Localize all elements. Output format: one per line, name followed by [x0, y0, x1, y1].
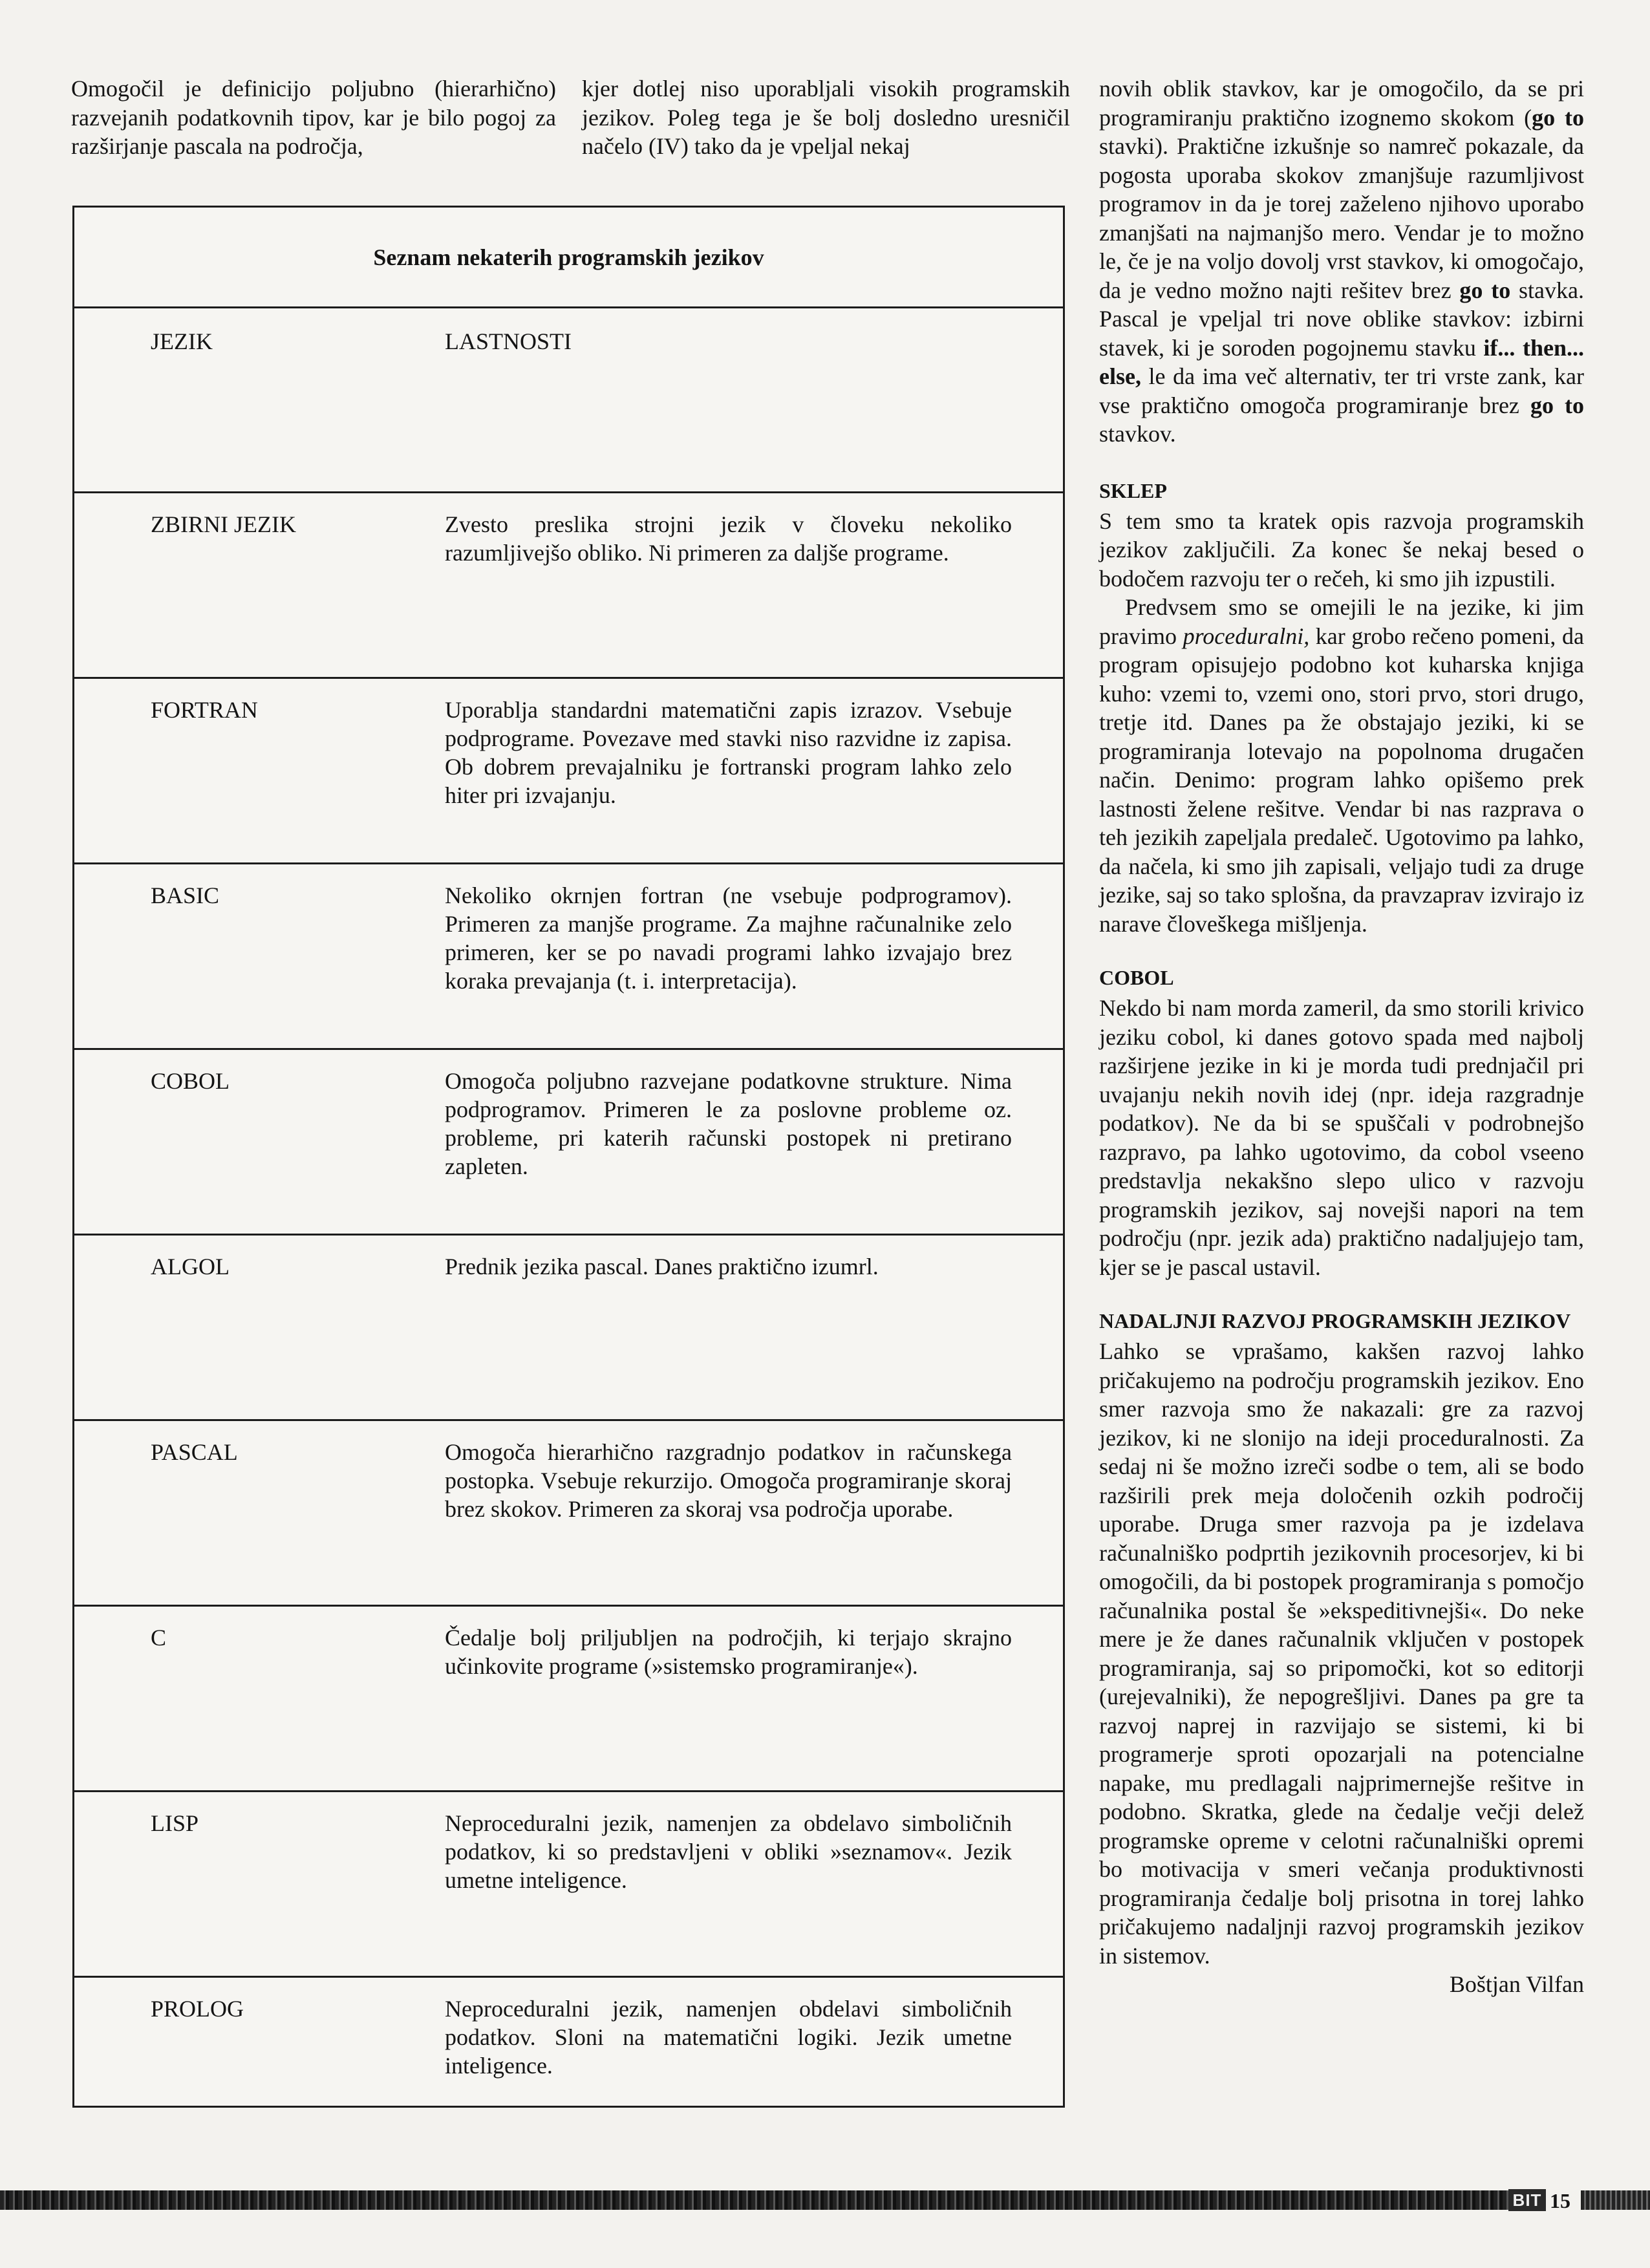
row-description: Zvesto preslika strojni jezik v človeku nekoliko razumljivejšo obliko. Ni primeren za daljše programe.	[445, 511, 1012, 566]
table-row	[74, 1978, 1063, 2108]
bit-logo: BIT	[1508, 2189, 1546, 2211]
row-language: BASIC	[151, 883, 220, 908]
paragraph-cobol: Nekdo bi nam morda zameril, da smo storili krivico jeziku cobol, ki danes gotovo spada med najbolj razširjene jezike in ki je morda tudi prednjačil pri uvajanju nekih novih idej (npr. ideja razgradnje podatkov). Ne da bi se spuščali v podrobnejšo razpravo, pa lahko ugotovimo, da cobol vseeno predstavlja nekakšno slepo ulico v razvoju programskih jezikov, saj novejši napori na tem področju (npr. jezik ada) praktično nadaljujejo tam, kjer se je pascal ustavil.	[1099, 995, 1584, 1280]
table-row	[74, 1792, 1063, 1978]
row-description: Neproceduralni jezik, namenjen obdelavi simboličnih podatkov. Sloni na matematični logiki. Jezik umetne inteligence.	[445, 1996, 1012, 2079]
row-description: Nekoliko okrnjen fortran (ne vsebuje podprogramov). Primeren za manjše programe. Za majhne računalnike zelo primeren, ker se po navadi programi lahko izvajajo brez koraka prevajanja (t. i. interpretacija).	[445, 883, 1012, 994]
author-signature: Boštjan Vilfan	[1449, 1971, 1584, 1997]
table-title: Seznam nekaterih programskih jezikov	[74, 208, 1063, 308]
page-number: 15	[1550, 2189, 1570, 2212]
paragraph-sklep-2: Predvsem smo se omejili le na jezike, ki jim pravimo proceduralni, kar grobo rečeno pomeni, da program opisujejo podobno kot kuharska knjiga kuho: vzemi to, vzemi ono, stori prvo, stori drugo, tretje itd. Danes pa že obstajajo jeziki, ki se programiranja lotevajo na popolnoma drugačen način. Denimo: program lahko opišemo prek lastnosti želene rešitve. Vendar bi nas razprava o teh jezikih zapeljala predaleč. Ugotovimo pa lahko, da načela, ki smo jih zapisali, veljajo tudi za druge jezike, saj so tako splošna, da pravzaprav izvirajo iz narave človeškega mišljenja.	[1099, 594, 1584, 937]
languages-table	[72, 206, 1065, 2108]
row-language: COBOL	[151, 1068, 230, 1094]
row-description: Čedalje bolj priljubljen na področjih, ki terjajo skrajno učinkovite programe (»sistemsko programiranje«).	[445, 1625, 1012, 1679]
row-language: PASCAL	[151, 1439, 238, 1465]
paragraph-sklep-1: S tem smo ta kratek opis razvoja programskih jezikov zaključili. Za konec še nekaj besed o bodočem razvoju ter o rečeh, ki smo jih izpustili.	[1099, 508, 1584, 592]
right-column	[1099, 74, 1584, 1999]
heading-sklep: SKLEP	[1099, 478, 1167, 502]
header-language: JEZIK	[151, 328, 213, 354]
row-language: ZBIRNI JEZIK	[151, 511, 296, 537]
heading-nadaljnji-razvoj: NADALJNJI RAZVOJ PROGRAMSKIH JEZIKOV	[1099, 1309, 1571, 1332]
row-description: Neproceduralni jezik, namenjen za obdelavo simboličnih podatkov, ki so predstavljeni v obliki »seznamov«. Jezik umetne inteligence.	[445, 1810, 1012, 1893]
row-language: LISP	[151, 1810, 199, 1836]
heading-cobol: COBOL	[1099, 966, 1174, 989]
row-description: Prednik jezika pascal. Danes praktično izumrl.	[445, 1254, 879, 1279]
intro-paragraph-2: kjer dotlej niso uporabljali visokih programskih jezikov. Poleg tega je še bolj dosledno uresničil načelo (IV) tako da je vpeljal nekaj	[582, 76, 1070, 159]
table-row	[74, 679, 1063, 864]
table-row	[74, 864, 1063, 1050]
table-header	[74, 308, 1063, 493]
row-language: FORTRAN	[151, 697, 258, 723]
table-row	[74, 1050, 1063, 1236]
row-description: Omogoča hierarhično razgradnjo podatkov in računskega postopka. Vsebuje rekurzijo. Omogoča programiranje skoraj brez skokov. Primeren za skoraj vsa področja uporabe.	[445, 1439, 1012, 1522]
paragraph-goto: novih oblik stavkov, kar je omogočilo, da se pri programiranju praktično izognemo skokom (go to stavki). Praktične izkušnje so namreč pokazale, da pogosta uporaba skokov zmanjšuje razumljivost programov in da je torej zaželeno njihovo uporabo zmanjšati na najmanjšo mero. Vendar je to možno le, če je na voljo dovolj vrst stavkov, ki omogočajo, da je vedno možno najti rešitev brez go to stavka. Pascal je vpeljal tri nove oblike stavkov: izbirni stavek, ki je soroden pogojnemu stavku if... then... else, le da ima več alternativ, ter tri vrste zank, kar vse praktično omogoča programiranje brez go to stavkov.	[1099, 76, 1585, 447]
keyword-goto: go to	[1530, 392, 1584, 418]
intro-column-2	[582, 74, 1070, 161]
emphasis-proceduralni: proceduralni,	[1183, 623, 1310, 649]
table-row	[74, 1607, 1063, 1792]
paragraph-razvoj: Lahko se vprašamo, kakšen razvoj lahko pričakujemo na področju programskih jezikov. Eno smer razvoja smo že nakazali: gre za razvoj jezikov, ki ne slonijo na ideji proceduralnosti. Za sedaj ni še možno izreči sodbe o tem, ali se bodo razširili prek meja določenih ozkih področij uporabe. Druga smer razvoja pa je izdelava računalniško podprtih jezikovnih procesorjev, ki bi omogočili, da bi postopek programiranja s pomočjo računalnika postal še »ekspeditivnejši«. Do neke mere je že danes računalnik vključen v postopek programiranja, saj so pripomočki, kot so editorji (urejevalniki), že nepogrešljivi. Danes pa gre ta razvoj naprej in razvijajo se sistemi, ki bi programerje sproti opozarjali na potencialne napake, mu predlagali najprimernejše rešitve in podobno. Skratka, glede na čedalje večji delež programske opreme v celotni računalniški opremi bo motivacija v smeri večanja produktivnosti programiranja čedalje bolj prisotna in torej lahko pričakujemo nadaljnji razvoj programskih jezikov in sistemov.	[1099, 1338, 1584, 1969]
table-row	[74, 1236, 1063, 1421]
row-description: Omogoča poljubno razvejane podatkovne strukture. Nima podprogramov. Primeren le za poslovne probleme oz. probleme, pri katerih računski postopek ni pretirano zapleten.	[445, 1068, 1012, 1179]
row-language: ALGOL	[151, 1254, 230, 1279]
footer-bar-tail	[1581, 2190, 1650, 2210]
row-language: PROLOG	[151, 1996, 244, 2022]
keyword-goto: go to	[1459, 277, 1511, 303]
keyword-if-then-else: if... then... else,	[1099, 334, 1585, 389]
intro-paragraph-1: Omogočil je definicijo poljubno (hierarhično) razvejanih podatkovnih tipov, kar je bilo pogoj za razširjanje pascala na področja,	[71, 76, 556, 159]
header-properties: LASTNOSTI	[445, 328, 572, 354]
row-description: Uporablja standardni matematični zapis izrazov. Vsebuje podprograme. Povezave med stavki niso razvidne iz zapisa. Ob dobrem prevajalniku je fortranski program lahko zelo hiter pri izvajanju.	[445, 697, 1012, 808]
footer-bar	[0, 2190, 1545, 2210]
intro-column-1	[71, 74, 556, 161]
keyword-goto: go to	[1532, 104, 1584, 131]
row-language: C	[151, 1625, 167, 1651]
table-row	[74, 1421, 1063, 1607]
table-row	[74, 493, 1063, 679]
